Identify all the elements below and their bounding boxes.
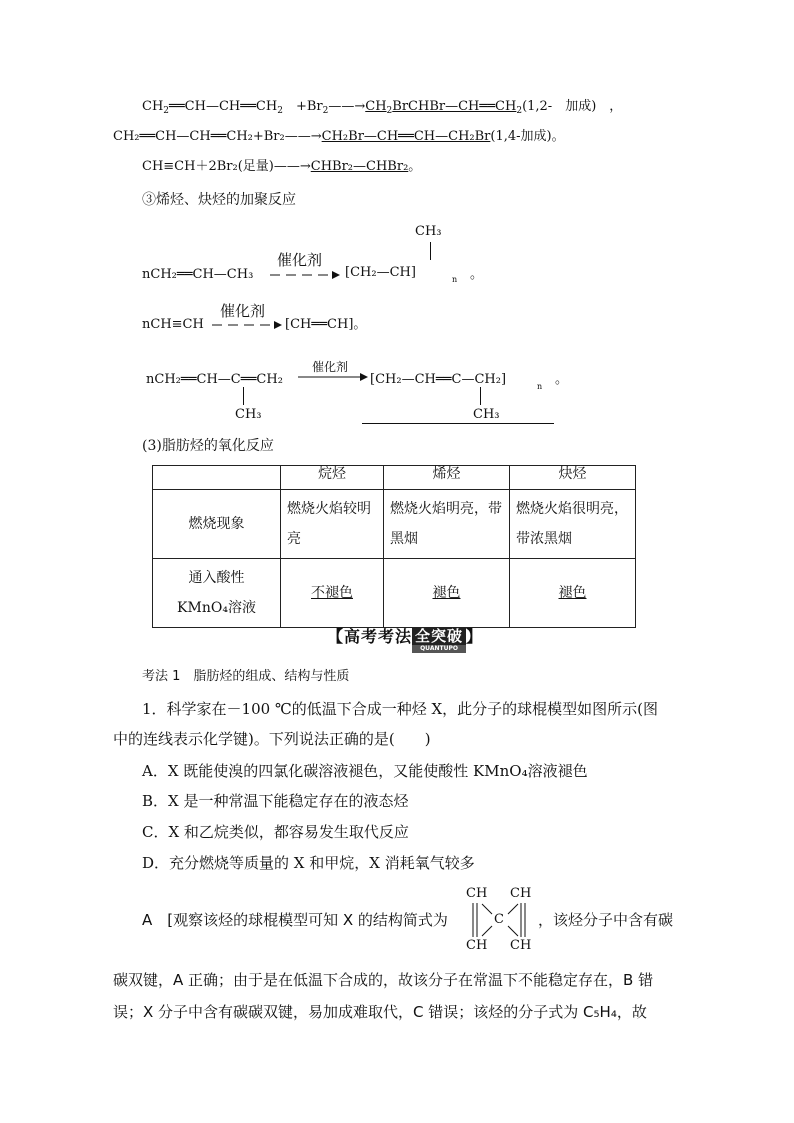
question-stem-line1: 1．科学家在－100 ℃的低温下合成一种烃 X，此分子的球棍模型如图所示(图 (142, 700, 659, 718)
kmno4-label-line2: KMnO₄溶液 (177, 600, 256, 616)
table-row-kmno4 (153, 559, 636, 628)
table-header-row (153, 466, 636, 490)
polymer-1-n: n (452, 275, 458, 284)
option-c: C．X 和乙烷类似，都容易发生取代反应 (142, 823, 409, 841)
polymer-1-bond (430, 242, 431, 260)
question-stem-line2: 中的连线表示化学键)。下列说法正确的是( ) (113, 730, 431, 748)
polymer-3-bond (480, 387, 481, 405)
catalyst-label-2: 催化剂 (220, 302, 266, 320)
polymerization-3-reactant: nCH₂══CH—C══CH₂ (146, 372, 283, 387)
polymer-3-end: 。 (555, 372, 569, 387)
reaction-arrow-2 (212, 320, 282, 330)
table-row-label-kmno4 (153, 559, 281, 628)
oxidation-heading: (3)脂肪烃的氧化反应 (142, 438, 274, 454)
reactant-3-ch3: CH₃ (235, 407, 262, 422)
polymer-1-end: 。 (470, 267, 484, 282)
table-cell-alkyne-kmno4 (510, 559, 636, 628)
reactant-3-bond (243, 387, 244, 405)
struct-ch-tl: CH (466, 886, 488, 901)
polymer-1-product: [CH₂—CH] (345, 265, 416, 280)
answer-line3: 误；X 分子中含有碳碳双键，易加成难取代，C 错误；该烃的分子式为 C₅H₄，故 (113, 1003, 647, 1021)
option-b: B．X 是一种常温下能稳定存在的液态烃 (142, 792, 409, 810)
alkyne-kmno4-result: 褪色 (558, 585, 587, 601)
polymer-2-end: 。 (353, 317, 367, 332)
option-a: A．X 既能使溴的四氯化碳溶液褪色，又能使酸性 KMnO₄溶液褪色 (142, 762, 588, 780)
table-cell-alkene-combustion: 燃烧火焰明亮，带黑烟 (384, 490, 510, 559)
table-cell-alkane-combustion: 燃烧火焰较明亮 (281, 490, 384, 559)
table-header-empty (153, 466, 281, 490)
reaction-1-note: (1,2- 加成) ， (522, 99, 623, 114)
polymerization-1-reactant: nCH₂══CH—CH₃ (142, 267, 254, 282)
table-header-alkene: 烯烃 (384, 466, 510, 490)
reaction-2-product: CH₂Br—CH══CH—CH₂Br (321, 129, 491, 144)
oxidation-table (152, 465, 636, 628)
answer-tail: ，该烃分子中含有碳 (538, 911, 674, 929)
answer-lead: A [观察该烃的球棍模型可知 X 的结构简式为 (142, 911, 448, 929)
answer-line2: 碳双键，A 正确；由于是在低温下合成的，故该分子在常温下不能稳定存在，B 错 (113, 971, 654, 989)
section-banner (327, 624, 484, 652)
reaction-arrow-1 (270, 270, 340, 280)
reaction-2-reactants: CH₂══CH—CH══CH₂+Br₂——→ (113, 129, 322, 144)
reaction-3-reactants: CH≡CH＋2Br₂(足量)——→ (142, 159, 311, 174)
reaction-3-product: CHBr₂—CHBr₂ (310, 159, 409, 174)
table-cell-alkene-kmno4 (384, 559, 510, 628)
polymerization-2-reactant: nCH≡CH (142, 317, 204, 332)
banner-badge-sub: QUANTUPO (412, 645, 466, 653)
reaction-3-end: 。 (408, 159, 422, 174)
table-header-alkyne: 炔烃 (510, 466, 636, 490)
polymer-2-chain: CH══CH (290, 317, 349, 332)
table-header-alkane: 烷烃 (281, 466, 384, 490)
section-heading-polymerization: ③烯烃、炔烃的加聚反应 (142, 192, 296, 208)
option-d: D．充分燃烧等质量的 X 和甲烷，X 消耗氧气较多 (142, 854, 475, 872)
table-row-combustion (153, 490, 636, 559)
alkene-kmno4-result: 褪色 (432, 585, 461, 601)
method-heading: 考法 1 脂肪烃的组成、结构与性质 (142, 669, 350, 684)
polymer-3-ch3: CH₃ (473, 407, 500, 422)
catalyst-label-3: 催化剂 (312, 360, 349, 374)
polymer-2-product: [CH══CH]。 (285, 317, 367, 332)
reaction-2 (113, 127, 565, 147)
struct-ch-bl: CH (466, 938, 488, 953)
banner-right: 】 (466, 627, 484, 646)
kmno4-label-line1: 通入酸性 (188, 570, 245, 586)
banner-left: 【高考考法 (327, 627, 413, 646)
table-cell-alkane-kmno4 (281, 559, 384, 628)
polymer-1-ch3: CH₃ (415, 224, 442, 239)
banner-badge-text: 全突破 (415, 627, 464, 645)
struct-c: C (494, 912, 504, 927)
reaction-2-note: (1,4-加成)。 (490, 129, 565, 144)
table-cell-alkyne-combustion: 燃烧火焰很明亮，带浓黑烟 (510, 490, 636, 559)
alkane-kmno4-result: 不褪色 (311, 585, 353, 601)
catalyst-label-1: 催化剂 (277, 251, 323, 269)
reaction-1: $CH_2══CH—CH══CH_2$ $+Br_2——\to CH_2BrCHBr—CH══CH_2(1,2-$ 加成) ， (142, 99, 623, 116)
answer-underline (362, 423, 554, 424)
struct-ch-tr: CH (510, 886, 532, 901)
reaction-3 (142, 157, 421, 177)
reaction-arrow-3 (298, 372, 368, 382)
banner-badge (412, 627, 466, 652)
polymer-3-n: n (537, 382, 543, 391)
struct-ch-br: CH (510, 938, 532, 953)
table-row-label-combustion: 燃烧现象 (153, 490, 281, 559)
polymer-3-product: [CH₂—CH══C—CH₂] (370, 372, 507, 387)
